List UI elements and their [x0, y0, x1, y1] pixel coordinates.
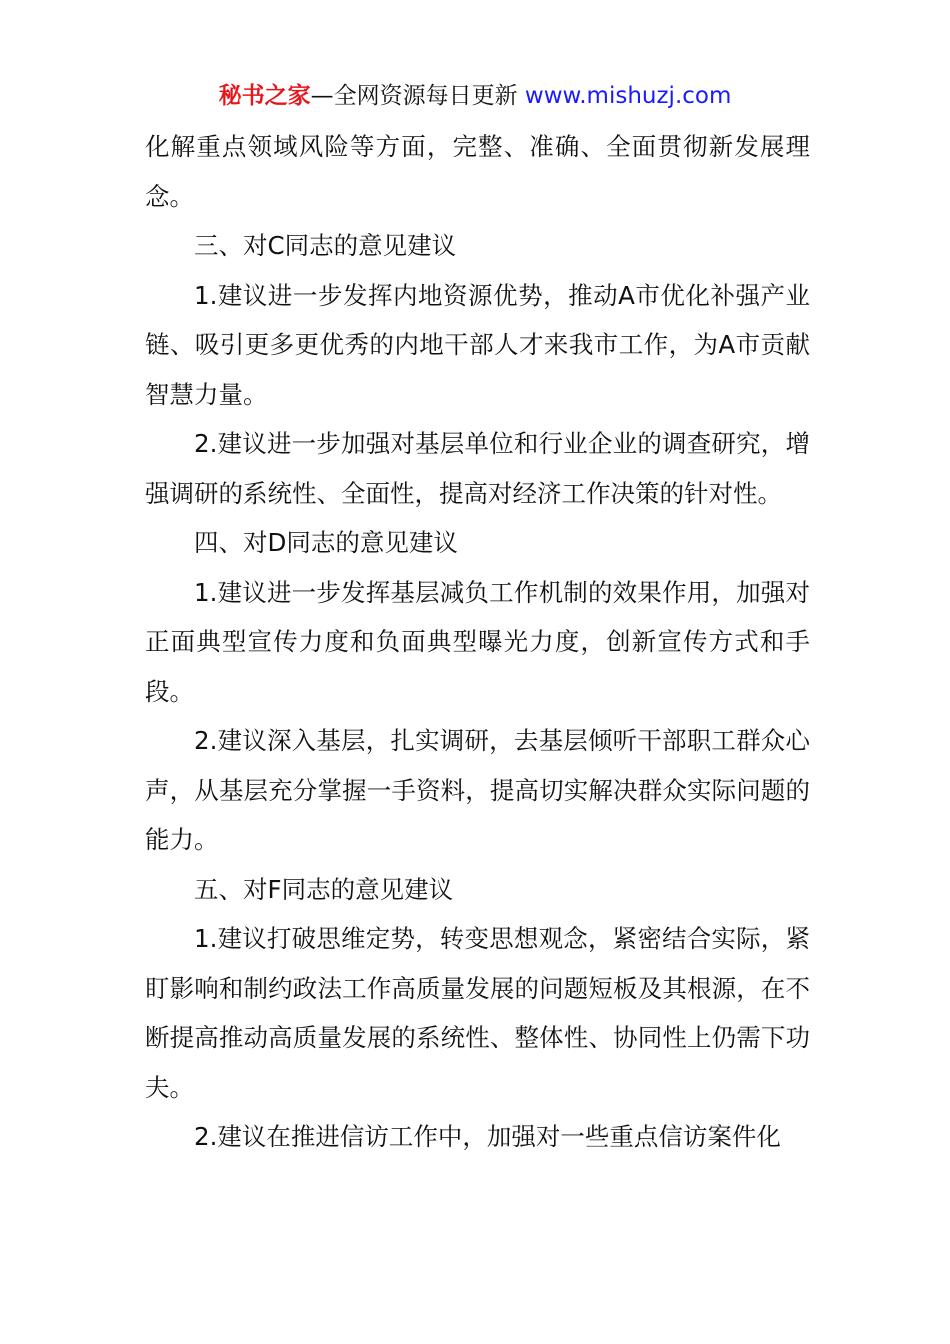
page-header: [0, 80, 950, 112]
paragraph: 1.建议打破思维定势，转变思想观念，紧密结合实际，紧盯影响和制约政法工作高质量发展的问题短板及其根源，在不断提高推动高质量发展的系统性、整体性、协同性上仍需下功夫。: [145, 924, 810, 1102]
paragraph: 2.建议进一步加强对基层单位和行业企业的调查研究，增强调研的系统性、全面性，提高对经济工作决策的针对性。: [145, 429, 810, 508]
site-url-link[interactable]: www.mishuzj.com: [524, 83, 732, 109]
section-heading-c: 三、对C同志的意见建议: [194, 231, 457, 260]
site-tagline: —全网资源每日更新: [310, 83, 525, 109]
section-heading-f: 五、对F同志的意见建议: [194, 874, 454, 904]
document-body: [145, 122, 810, 1162]
paragraph: 2.建议在推进信访工作中，加强对一些重点信访案件化: [194, 1122, 781, 1151]
site-brand: 秘书之家: [218, 83, 311, 109]
paragraph: 1.建议进一步发挥基层减负工作机制的效果作用，加强对正面典型宣传力度和负面典型曝光力度，创新宣传方式和手段。: [145, 577, 810, 706]
section-heading-d: 四、对D同志的意见建议: [194, 528, 458, 557]
paragraph: 1.建议进一步发挥内地资源优势，推动A市优化补强产业链、吸引更多更优秀的内地干部人才来我市工作，为A市贡献智慧力量。: [145, 280, 810, 409]
paragraph: 化解重点领域风险等方面，完整、准确、全面贯彻新发展理念。: [145, 132, 810, 211]
paragraph: 2.建议深入基层，扎实调研，去基层倾听干部职工群众心声，从基层充分掌握一手资料，提高切实解决群众实际问题的能力。: [145, 726, 810, 854]
